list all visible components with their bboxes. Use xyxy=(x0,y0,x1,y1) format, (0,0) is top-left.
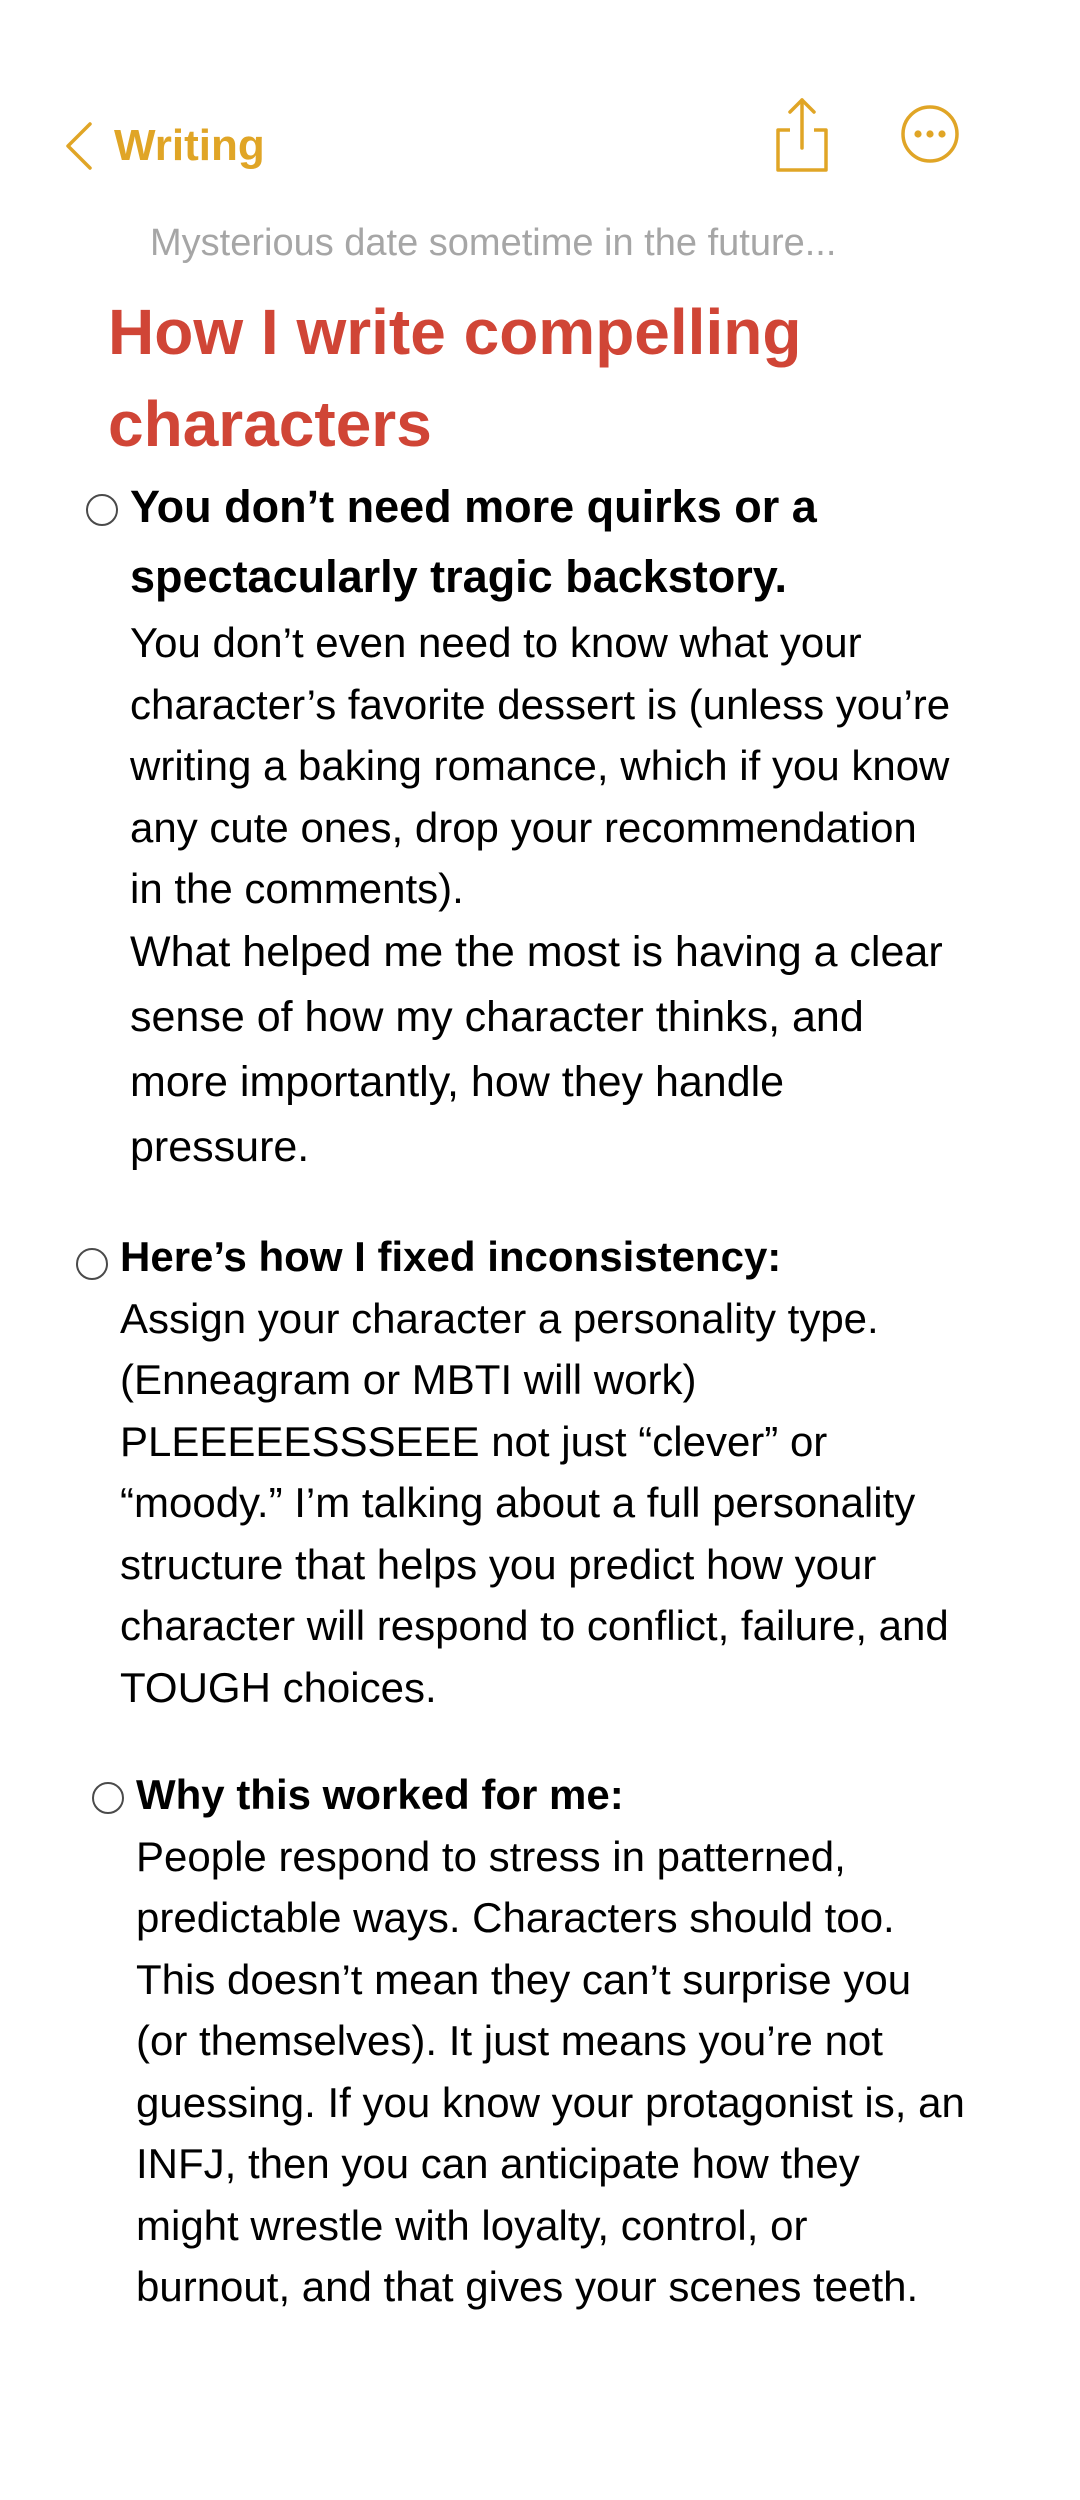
checklist-checkbox-1[interactable] xyxy=(86,494,118,526)
checklist-item-2[interactable] xyxy=(120,1226,950,1718)
checklist-item-body-extra: What helped me the most is having a clear sense of how my character thinks, and more importantly, how they handle pressure. xyxy=(130,927,943,1171)
chevron-left-icon xyxy=(64,121,94,171)
checklist-item-1[interactable] xyxy=(130,472,960,1180)
note-date: Mysterious date sometime in the future... xyxy=(150,222,837,264)
more-options-button[interactable] xyxy=(900,104,960,164)
checklist-item-heading: Why this worked for me: xyxy=(136,1771,624,1818)
ellipsis-circle-icon xyxy=(900,151,960,168)
note-title[interactable]: How I write compelling characters xyxy=(108,296,802,460)
checklist-checkbox-2[interactable] xyxy=(76,1248,108,1280)
checklist-item-body: Assign your character a personality type. (Enneagram or MBTI will work) PLEEEEESSSEEE not just “clever” or “moody.” I’m talking about a full personality structure that helps you predict how your character will respond to conflict, failure, and TOUGH choices. xyxy=(120,1294,949,1711)
share-button[interactable] xyxy=(768,96,836,174)
checklist-item-heading: Here’s how I fixed inconsistency: xyxy=(120,1233,782,1280)
checklist-item-heading: You don’t need more quirks or a spectacularly tragic backstory. xyxy=(130,481,817,602)
checklist-item-body: You don’t even need to know what your character’s favorite dessert is (unless you’re writing a baking romance, which if you know any cute ones, drop your recommendation in the comments). xyxy=(130,619,951,912)
share-icon xyxy=(768,161,836,178)
back-label: Writing xyxy=(114,121,265,170)
back-button[interactable] xyxy=(64,108,294,184)
checklist-checkbox-3[interactable] xyxy=(92,1782,124,1814)
checklist-item-body: People respond to stress in patterned, predictable ways. Characters should too. This doesn’t mean they can’t surprise you (or themselves). It just means you’re not guessing. If you know your protagonist is, an INFJ, then you can anticipate how they might wrestle with loyalty, control, or burnout, and that gives your scenes teeth. xyxy=(136,1832,965,2310)
checklist-item-3[interactable] xyxy=(136,1764,966,2318)
